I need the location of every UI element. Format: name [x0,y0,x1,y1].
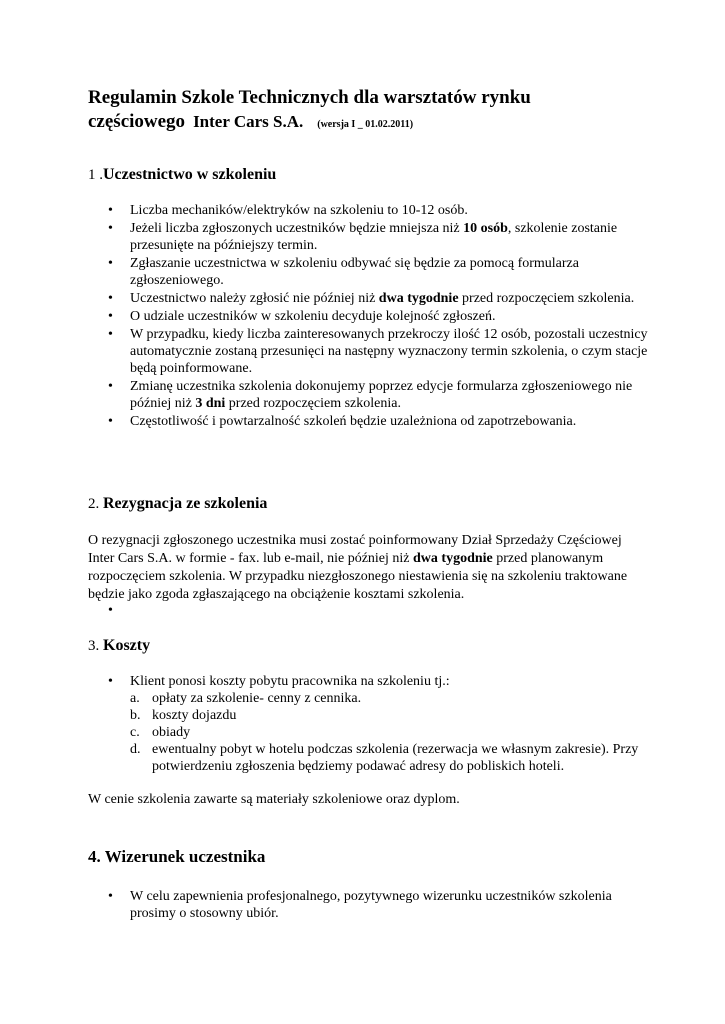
list-item: d. ewentualny pobyt w hotelu podczas szkolenia (rezerwacja we własnym zakresie). Przy potwierdzeniu zgłoszenia będziemy podawać adresy do pobliskich hoteli. [130,742,639,774]
section-3-footer: W cenie szkolenia zawarte są materiały szkoleniowe oraz dyplom. [88,792,460,807]
list-item: • W przypadku, kiedy liczba zainteresowanych przekroczy ilość 12 osób, pozostali uczestnicy automatycznie zostaną przesunięci na następny wyznaczony termin szkolenia, o czym stacje będą poinformowane. [88,326,648,377]
list-item: • Uczestnictwo należy zgłosić nie później niż dwa tygodnie przed rozpoczęciem szkolenia. [88,290,648,307]
section-4-list [88,888,648,923]
section-2-paragraph: O rezygnacji zgłoszonego uczestnika musi zostać poinformowany Dział Sprzedaży Częściowej Inter Cars S.A. w formie - fax. lub e-mail, nie później niż dwa tygodnie przed planowanym rozpoczęciem szkolenia. W przypadku niezgłoszonego niestawienia się na szkoleniu traktowane będzie jako zgoda zgłaszającego na obciążenie kosztami szkolenia. [88,533,628,602]
section-3-number: 3. [88,638,100,654]
list-item: c. obiady [130,725,191,740]
list-item [88,602,648,619]
section-2-empty-bullet [88,602,648,620]
title-company: Inter Cars S.A. [193,112,304,131]
list-item: a. opłaty za szkolenie- cenny z cennika. [130,691,362,706]
section-1-title: Uczestnictwo w szkoleniu [103,166,277,183]
list-item: • Zgłaszanie uczestnictwa w szkoleniu odbywać się będzie za pomocą formularza zgłoszeniowego. [88,255,648,289]
list-item: • Klient ponosi koszty pobytu pracownika na szkoleniu tj.: [88,673,648,690]
list-item: • O udziale uczestników w szkoleniu decyduje kolejność zgłoszeń. [88,308,648,325]
section-2-number: 2. [88,496,100,512]
title-version: (wersja I _ 01.02.2011) [317,119,414,130]
section-2-heading [88,495,267,513]
list-item: • W celu zapewnienia profesjonalnego, pozytywnego wizerunku uczestników szkolenia prosimy o stosowny ubiór. [88,888,648,922]
list-item: b. koszty dojazdu [130,708,237,723]
section-3-cost-list [88,690,648,775]
title-line-1: Regulamin Szkole Technicznych dla warsztatów rynku [88,87,531,108]
section-3-list [88,673,648,691]
list-item: • Liczba mechaników/elektryków na szkoleniu to 10-12 osób. [88,202,648,219]
list-item: • Zmianę uczestnika szkolenia dokonujemy poprzez edycje formularza zgłoszeniowego nie później niż 3 dni przed rozpoczęciem szkolenia. [88,378,648,412]
section-1-list [88,202,648,431]
section-4-heading: 4. Wizerunek uczestnika [88,847,266,866]
section-1-heading [88,166,276,184]
list-item: • Częstotliwość i powtarzalność szkoleń będzie uzależniona od zapotrzebowania. [88,413,648,430]
section-3-title: Koszty [103,637,151,654]
section-3-heading [88,637,150,655]
section-2-title: Rezygnacja ze szkolenia [103,495,268,512]
title-line-2: częściowego [88,111,186,132]
section-1-number: 1 . [88,167,103,183]
document-title [88,86,648,137]
list-item: • Jeżeli liczba zgłoszonych uczestników będzie mniejsza niż 10 osób, szkolenie zostanie przesunięte na późniejszy termin. [88,220,648,254]
